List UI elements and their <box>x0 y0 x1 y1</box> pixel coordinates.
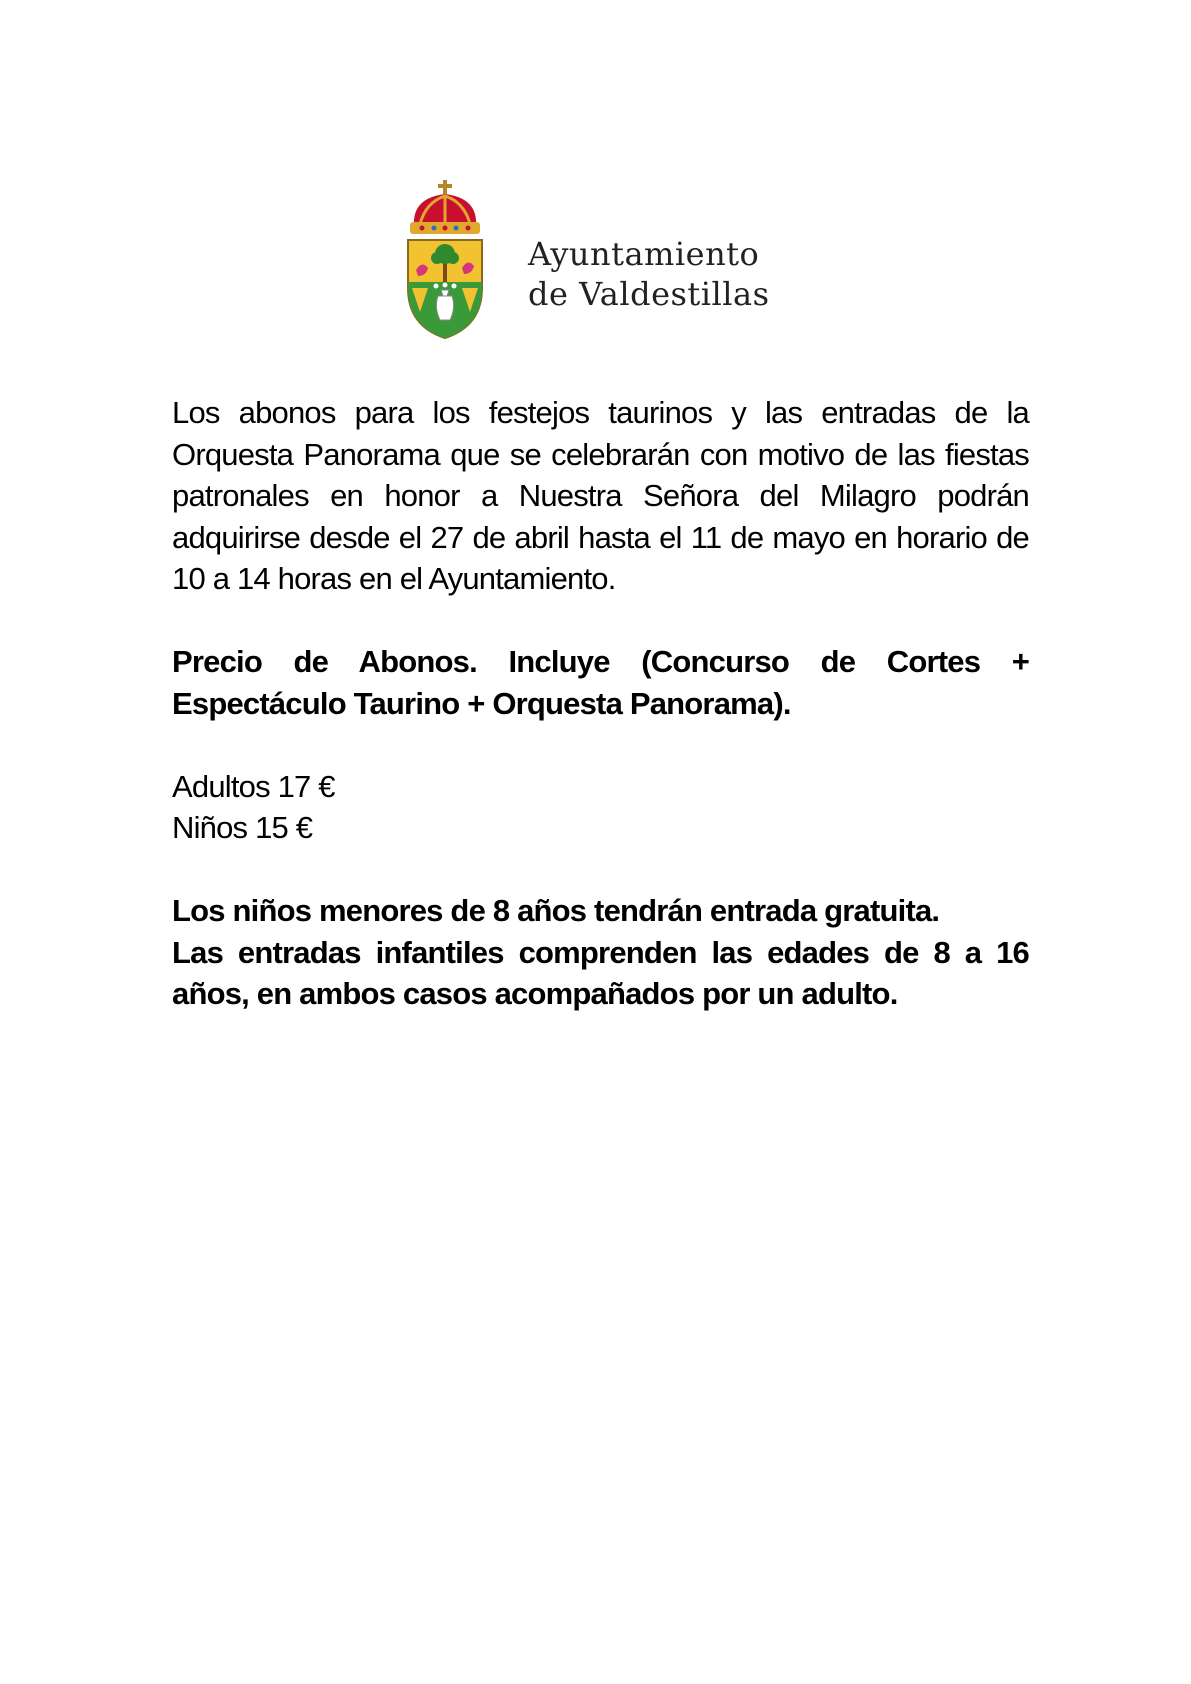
note-child-ages: Las entradas infantiles comprenden las edades de 8 a 16 años, en ambos casos acompañados por un adulto. <box>172 934 1029 1011</box>
intro-paragraph: Los abonos para los festejos taurinos y las entradas de la Orquesta Panorama que se celebrarán con motivo de las fiestas patronales en honor a Nuestra Señora del Milagro podrán adquirirse desde el 27 de abril hasta el 11 de mayo en horario de 10 a 14 horas en el Ayuntamiento. <box>172 395 1029 596</box>
price-heading: Precio de Abonos. Incluye (Concurso de Cortes + Espectáculo Taurino + Orquesta Panorama). <box>172 644 1029 721</box>
org-name-line2: de Valdestillas <box>528 275 770 313</box>
coat-of-arms-icon <box>400 178 490 348</box>
note-free-entry: Los niños menores de 8 años tendrán entrada gratuita. <box>172 893 940 928</box>
document-body <box>172 392 1029 1015</box>
price-adults: Adultos 17 € <box>172 768 335 804</box>
org-name <box>528 234 769 314</box>
org-name-line1: Ayuntamiento <box>528 235 760 273</box>
header-logo <box>400 178 800 348</box>
price-children: Niños 15 € <box>172 810 313 845</box>
